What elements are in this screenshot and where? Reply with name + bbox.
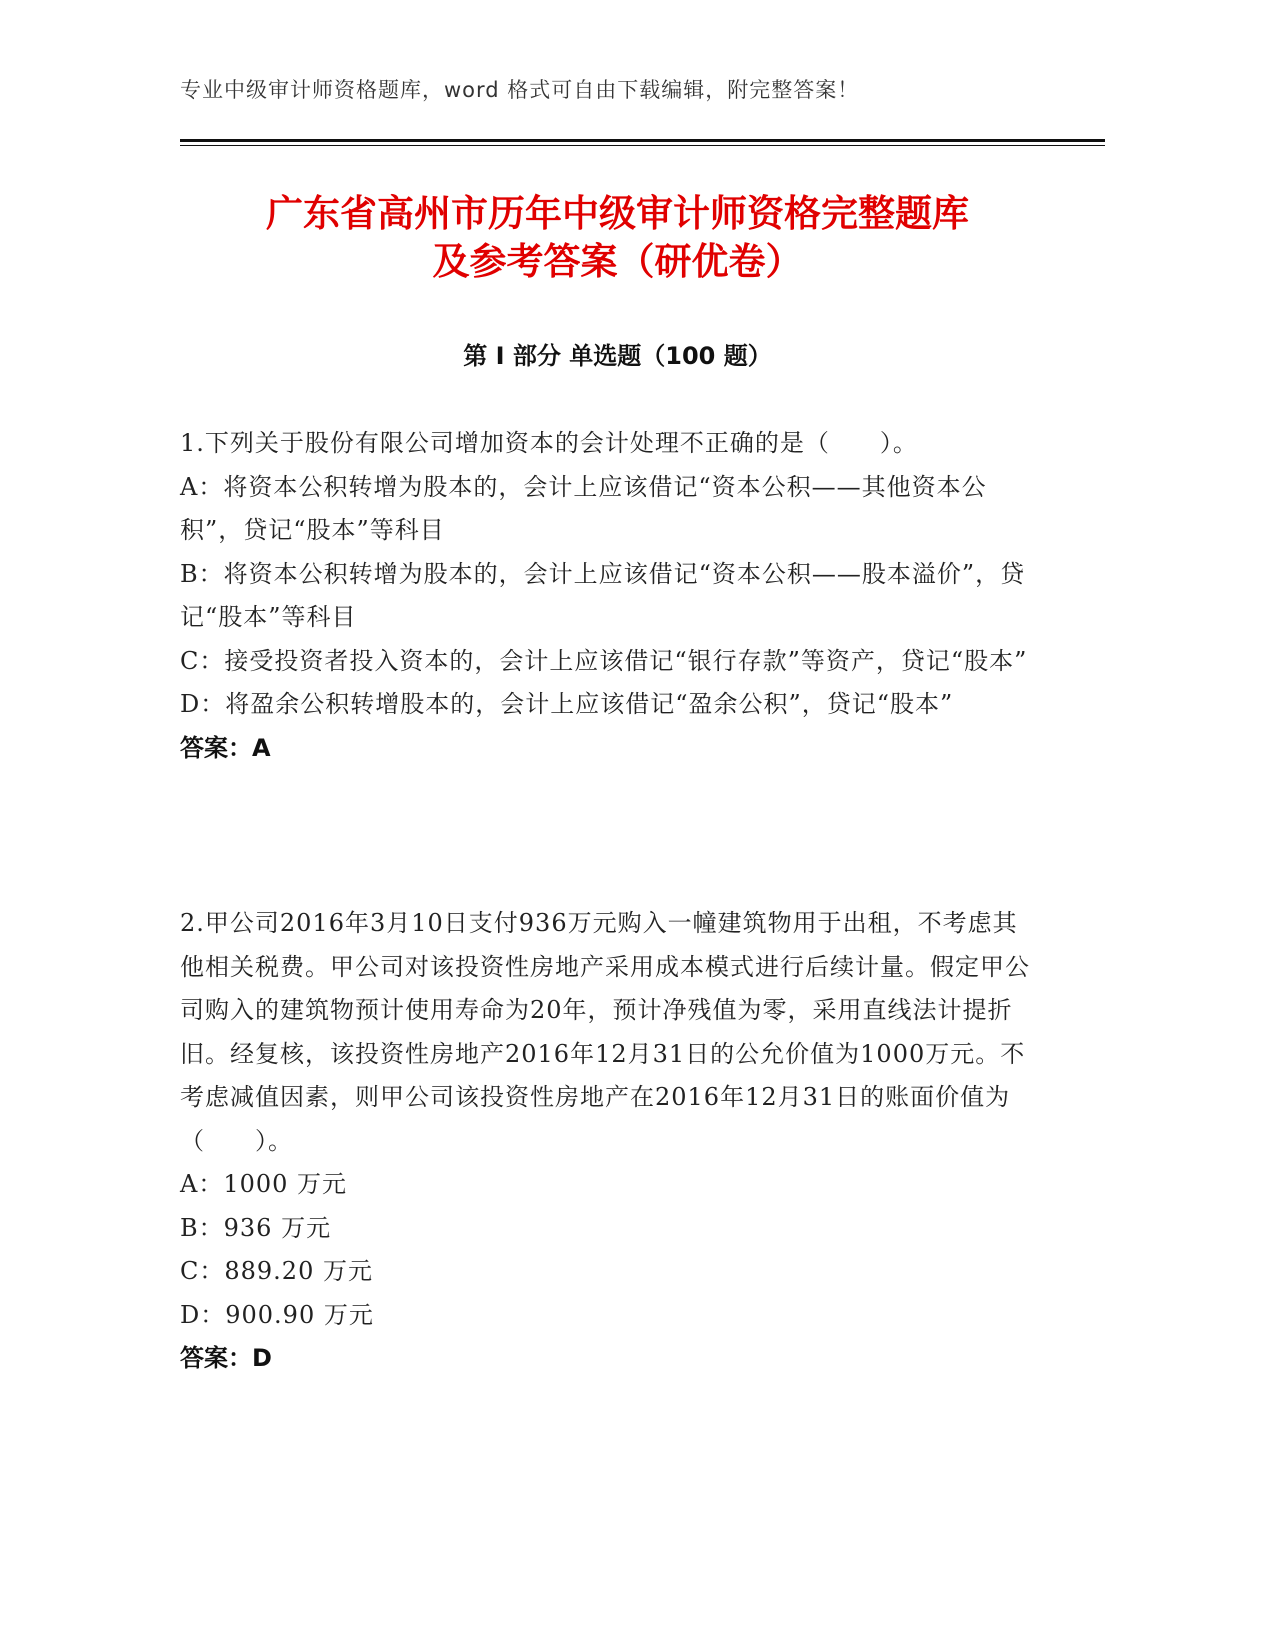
option-b: B：936 万元 [180,1213,332,1242]
header-rule-thick [180,139,1105,142]
option-b: B：将资本公积转增为股本的，会计上应该借记“资本公积——股本溢价”，贷记“股本”等科目 [180,559,1026,631]
question-stem: 2.甲公司2016年3月10日支付936万元购入一幢建筑物用于出租，不考虑其他相关税费。甲公司对该投资性房地产采用成本模式进行后续计量。假定甲公司购入的建筑物预计使用寿命为20年，预计净残值为零，采用直线法计提折旧。经复核，该投资性房地产2016年12月31日的公允价值为1000万元。不考虑减值因素，则甲公司该投资性房地产在2016年12月31日的账面价值为（ ）。 [180,909,1030,1155]
answer: 答案：A [180,733,271,762]
document-title [180,190,1055,286]
option-d: D：900.90 万元 [180,1300,374,1329]
answer: 答案：D [180,1344,272,1372]
header-rule-thin [180,145,1105,146]
document-title-line-2: 及参考答案（研优卷） [432,240,803,283]
section-heading: 第 I 部分 单选题（100 题） [463,342,772,370]
option-c: C：889.20 万元 [180,1257,373,1285]
option-d: D：将盈余公积转增股本的，会计上应该借记“盈余公积”，贷记“股本” [180,690,954,718]
question-stem: 1.下列关于股份有限公司增加资本的会计处理不正确的是（ ）。 [180,429,918,457]
question-1 [180,422,1040,770]
option-a: A：1000 万元 [180,1170,348,1198]
header-note: 专业中级审计师资格题库，word 格式可自由下载编辑，附完整答案！ [180,78,860,102]
document-title-line-1: 广东省高州市历年中级审计师资格完整题库 [266,192,969,235]
option-c: C：接受投资者投入资本的，会计上应该借记“银行存款”等资产，贷记“股本” [180,646,1028,675]
question-2 [180,902,1040,1381]
option-a: A：将资本公积转增为股本的，会计上应该借记“资本公积——其他资本公积”，贷记“股本”等科目 [180,472,987,544]
